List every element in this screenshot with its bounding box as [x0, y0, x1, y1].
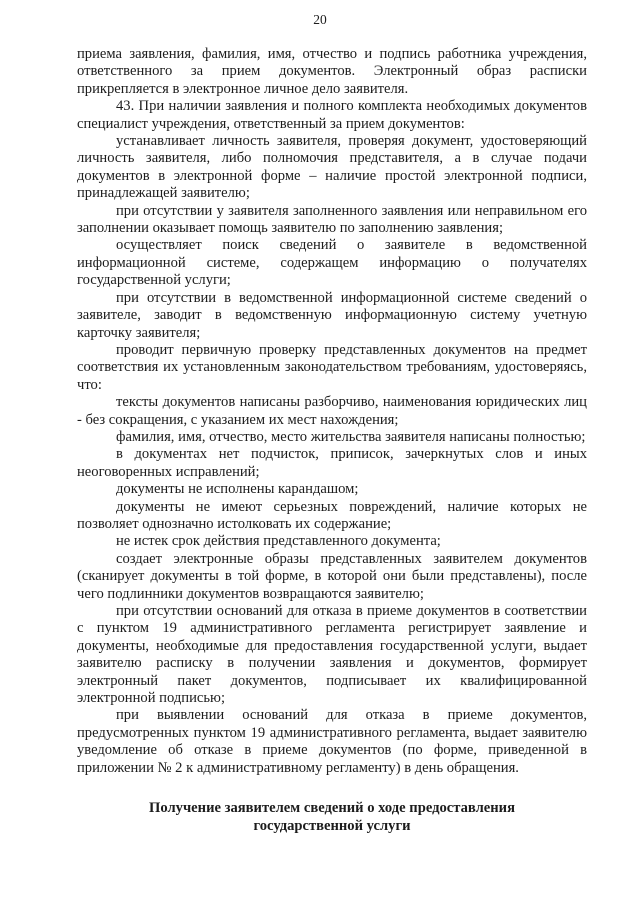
paragraph: проводит первичную проверку представленных документов на предмет соответствия их установленным законодательством требованиям, удостоверяясь, что: — [77, 341, 587, 393]
paragraph: в документах нет подчисток, приписок, зачеркнутых слов и иных неоговоренных исправлений; — [77, 446, 587, 480]
paragraph: осуществляет поиск сведений о заявителе в ведомственной информационной системе, содержащем информацию о получателях государственной услуги; — [77, 237, 587, 289]
paragraph-item-43: 43. При наличии заявления и полного комплекта необходимых документов специалист учреждения, ответственный за прием документов: — [77, 98, 587, 132]
paragraph: при выявлении оснований для отказа в приеме документов, предусмотренных пунктом 19 административного регламента, выдает заявителю уведомление об отказе в приеме документов (по форме, приведенной в приложении № 2 к административному регламенту) в день обращения. — [77, 707, 587, 776]
paragraph-continuation: приема заявления, фамилия, имя, отчество и подпись работника учреждения, ответственного за прием документов. Электронный образ расписки прикрепляется в электронное личное дело заявителя. — [77, 46, 587, 97]
paragraph: при отсутствии у заявителя заполненного заявления или неправильном его заполнении оказывает помощь заявителю по заполнению заявления; — [77, 202, 587, 237]
page-number: 20 — [313, 12, 327, 27]
section-heading-line: Получение заявителем сведений о ходе предоставления — [149, 800, 515, 816]
document-body — [77, 46, 587, 777]
paragraph: при отсутствии в ведомственной информационной системе сведений о заявителе, заводит в ведомственную информационную систему учетную карточку заявителя; — [77, 289, 587, 341]
paragraph: документы не исполнены карандашом; — [116, 481, 359, 498]
paragraph: создает электронные образы представленных заявителем документов (сканирует документы в той форме, в которой они были представлены), после чего подлинники документов возвращаются заявителю; — [77, 550, 587, 602]
paragraph: фамилия, имя, отчество, место жительства заявителя написаны полностью; — [116, 428, 586, 445]
section-heading-line: государственной услуги — [253, 818, 411, 834]
section-heading — [77, 799, 587, 835]
paragraph: не истек срок действия представленного документа; — [116, 533, 441, 550]
paragraph: тексты документов написаны разборчиво, наименования юридических лиц - без сокращения, с указанием их мест нахождения; — [77, 394, 587, 428]
paragraph: при отсутствии оснований для отказа в приеме документов в соответствии с пунктом 19 административного регламента регистрирует заявление и документы, необходимые для предоставления государственной услуги, выдает заявителю расписку в получении заявления и документов, формирует электронный пакет документов, подписывает их квалифицированной электронной подписью; — [77, 603, 587, 707]
paragraph: документы не имеют серьезных повреждений, наличие которых не позволяет однозначно истолковать их содержание; — [77, 498, 587, 532]
paragraph: устанавливает личность заявителя, проверяя документ, удостоверяющий личность заявителя, либо полномочия представителя, а в случае подачи документов в электронной форме – наличие простой электронной подписи, принадлежащей заявителю; — [77, 133, 587, 202]
